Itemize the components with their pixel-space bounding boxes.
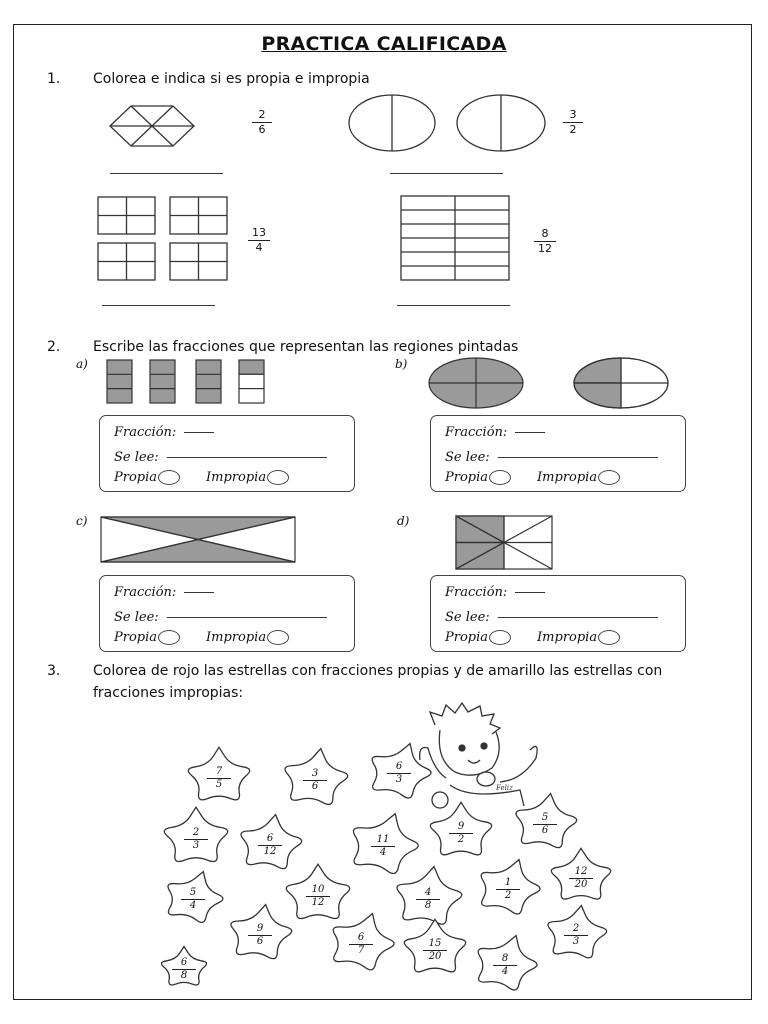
q3-number: 3.: [47, 663, 61, 679]
q2-number: 2.: [47, 339, 61, 355]
q2-text: Escribe las fracciones que representan las regiones pintadas: [93, 339, 519, 355]
q1-fraction-4: 8 12: [534, 228, 556, 255]
q2-letter-a: a): [76, 357, 88, 371]
star-fraction: 7 5: [207, 767, 231, 790]
star-fraction: 6 8: [172, 958, 196, 981]
star-fraction: 2 3: [564, 924, 588, 947]
read-row: Se lee:: [114, 450, 327, 465]
star-fraction: 6 7: [349, 933, 373, 956]
fraction-row: Fracción:: [114, 585, 214, 600]
q1-text: Colorea e indica si es propia e impropia: [93, 71, 370, 87]
star-fraction: 12 20: [569, 867, 593, 890]
q2-letter-c: c): [76, 514, 88, 528]
fraction-row: Fracción:: [114, 425, 214, 440]
q1-number: 1.: [47, 71, 61, 87]
star-fraction: 6 12: [258, 834, 282, 857]
star-fraction: 15 20: [423, 939, 447, 962]
q3-text: Colorea de rojo las estrellas con fracciones propias y de amarillo las estrellas con fracciones impropias:: [93, 663, 663, 701]
q2-letter-b: b): [395, 357, 408, 371]
read-row: Se lee:: [114, 610, 327, 625]
fraction-row: Fracción:: [445, 585, 545, 600]
q1-fraction-1: 2 6: [252, 109, 272, 136]
type-row: Propia Impropia: [445, 630, 620, 645]
star-fraction: 9 2: [449, 822, 473, 845]
fraction-row: Fracción:: [445, 425, 545, 440]
star-fraction: 5 6: [533, 813, 557, 836]
star-fraction: 10 12: [306, 885, 330, 908]
star-fraction: 6 3: [387, 762, 411, 785]
star-fraction: 8 4: [493, 954, 517, 977]
star-fraction: 11 4: [371, 835, 395, 858]
star-fraction: 5 4: [181, 888, 205, 911]
q1-fraction-2: 3 2: [563, 109, 583, 136]
type-row: Propia Impropia: [114, 630, 289, 645]
shirt-text: Feliz: [496, 784, 513, 792]
star-fraction: 1 2: [496, 878, 520, 901]
q1-fraction-3: 13 4: [248, 227, 270, 254]
q2-letter-d: d): [397, 514, 410, 528]
star-fraction: 2 3: [184, 828, 208, 851]
read-row: Se lee:: [445, 610, 658, 625]
star-fraction: 9 6: [248, 924, 272, 947]
page-title: PRACTICA CALIFICADA: [261, 33, 507, 55]
star-fraction: 4 8: [416, 888, 440, 911]
type-row: Propia Impropia: [445, 470, 620, 485]
type-row: Propia Impropia: [114, 470, 289, 485]
star-fraction: 3 6: [303, 769, 327, 792]
read-row: Se lee:: [445, 450, 658, 465]
